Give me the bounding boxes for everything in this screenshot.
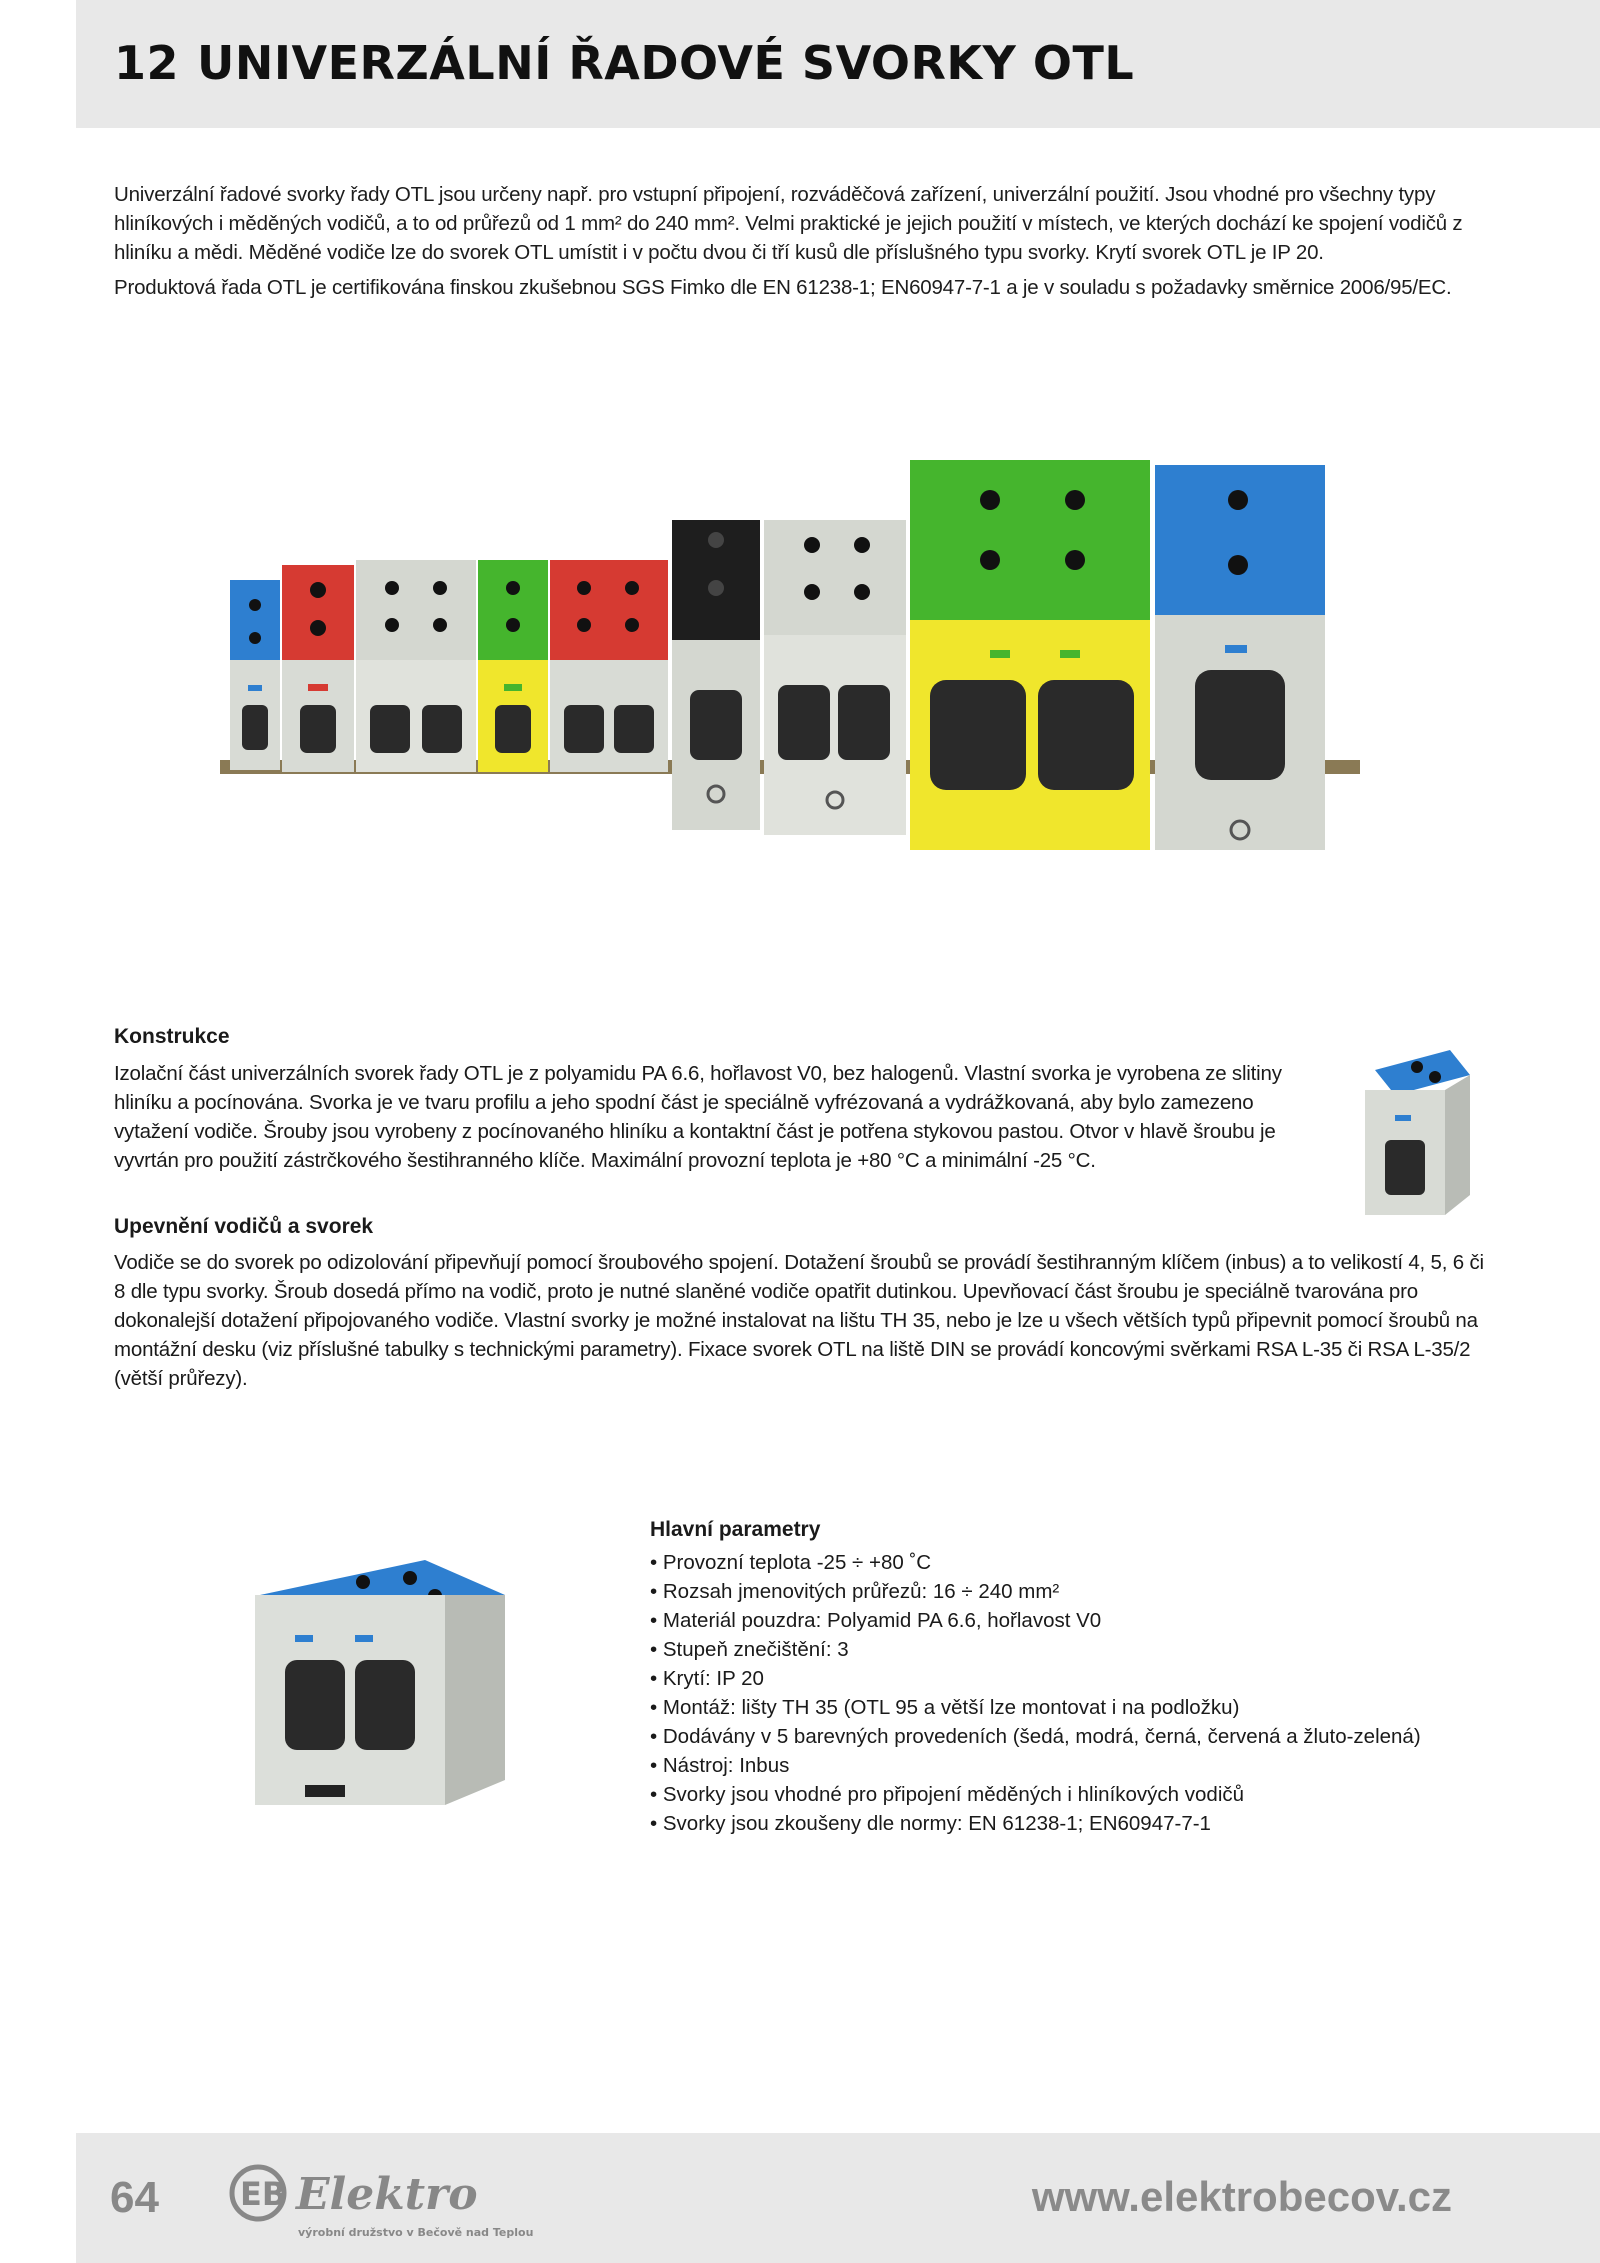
- svg-text:Elektro: Elektro: [296, 2169, 478, 2220]
- terminal-black: [672, 520, 760, 830]
- terminal-red: [282, 565, 354, 772]
- terminal-grey-large-double: [764, 520, 906, 835]
- intro-text: [114, 180, 1490, 308]
- param-item: • Svorky jsou zkoušeny dle normy: EN 61238-1; EN60947-7-1: [650, 1809, 1421, 1838]
- terminal-blue-double-photo: [245, 1550, 515, 1830]
- param-item: • Materiál pouzdra: Polyamid PA 6.6, hořlavost V0: [650, 1606, 1421, 1635]
- footer-band: [76, 2133, 1600, 2263]
- product-lineup-photo: [220, 460, 1360, 880]
- chapter-number: 12: [114, 36, 180, 90]
- param-item: • Svorky jsou vhodné pro připojení měděných i hliníkových vodičů: [650, 1780, 1421, 1809]
- konstrukce-heading: Konstrukce: [114, 1025, 230, 1048]
- svg-text:EB: EB: [240, 2175, 287, 2213]
- page-title: [114, 36, 1134, 90]
- param-item: • Krytí: IP 20: [650, 1664, 1421, 1693]
- terminal-green-yellow-large: [910, 460, 1150, 850]
- website-link[interactable]: www.elektrobecov.cz: [1031, 2173, 1452, 2220]
- param-item: • Nástroj: Inbus: [650, 1751, 1421, 1780]
- upevneni-heading: Upevnění vodičů a svorek: [114, 1215, 374, 1238]
- elektro-logo: [226, 2161, 546, 2231]
- page-number: 64: [110, 2173, 159, 2222]
- params-heading: Hlavní parametry: [650, 1518, 821, 1541]
- chapter-title: UNIVERZÁLNÍ ŘADOVÉ SVORKY OTL: [197, 36, 1135, 90]
- terminal-blue-small-photo: [1355, 1045, 1475, 1225]
- param-item: • Montáž: lišty TH 35 (OTL 95 a větší lze montovat i na podložku): [650, 1693, 1421, 1722]
- param-item: • Stupeň znečištění: 3: [650, 1635, 1421, 1664]
- header-band: [76, 0, 1600, 128]
- konstrukce-text: Izolační část univerzálních svorek řady OTL je z polyamidu PA 6.6, hořlavost V0, bez halogenů. Vlastní svorka je vyrobena ze slitiny hliníku a pocínována. Svorka je ve tvaru profilu a jeho spodní část je speciálně vyfrézovaná a vydrážkovaná, aby bylo zamezeno vytažení vodiče. Šrouby jsou vyrobeny z pocínovaného hliníku a kontaktní část je potřena stykovou pastou. Otvor v hlavě šroubu je vyvrtán pro použití zástrčkového šestihranného klíče. Maximální provozní teplota je +80 °C a minimální -25 °C.: [114, 1062, 1282, 1172]
- param-item: • Rozsah jmenovitých průřezů: 16 ÷ 240 mm²: [650, 1577, 1421, 1606]
- intro-paragraph-2: Produktová řada OTL je certifikována finskou zkušebnou SGS Fimko dle EN 61238-1; EN60947-7-1 a je v souladu s požadavky směrnice 2006/95/EC.: [114, 276, 1452, 299]
- intro-paragraph-1: Univerzální řadové svorky řady OTL jsou určeny např. pro vstupní připojení, rozváděčová zařízení, univerzální použití. Jsou vhodné pro všechny typy hliníkových i měděných vodičů, a to od průřezů od 1 mm² do 240 mm². Velmi praktické je jejich použití v místech, ve kterých dochází ke spojení vodičů z hliníku a mědi. Měděné vodiče lze do svorek OTL umístit i v počtu dvou či tří kusů dle příslušného typu svorky. Krytí svorek OTL je IP 20.: [114, 183, 1463, 264]
- brand-tagline: výrobní družstvo v Bečově nad Teplou: [298, 2226, 534, 2239]
- terminal-red-double: [550, 560, 668, 772]
- terminal-green-yellow-small: [478, 560, 548, 772]
- terminal-grey-double: [356, 560, 476, 772]
- terminal-blue-large: [1155, 465, 1325, 850]
- param-item: • Provozní teplota -25 ÷ +80 ˚C: [650, 1548, 1421, 1577]
- param-item: • Dodávány v 5 barevných provedeních (šedá, modrá, černá, červená a žluto-zelená): [650, 1722, 1421, 1751]
- terminal-blue-small: [230, 580, 280, 770]
- params-list: [650, 1548, 1421, 1838]
- upevneni-text: Vodiče se do svorek po odizolování připevňují pomocí šroubového spojení. Dotažení šroubů se provádí šestihranným klíčem (inbus) a to velikostí 4, 5, 6 či 8 dle typu svorky. Šroub dosedá přímo na vodič, proto je nutné slaněné vodiče opatřit dutinkou. Upevňovací část šroubu je speciálně tvarována pro dokonalejší dotažení připojovaného vodiče. Vlastní svorky je možné instalovat na lištu TH 35, nebo je lze u všech větších typů připevnit pomocí šroubů na montážní desku (viz příslušné tabulky s technickými parametry). Fixace svorek OTL na liště DIN se provádí koncovými svěrkami RSA L-35 či RSA L-35/2 (větší průřezy).: [114, 1251, 1484, 1390]
